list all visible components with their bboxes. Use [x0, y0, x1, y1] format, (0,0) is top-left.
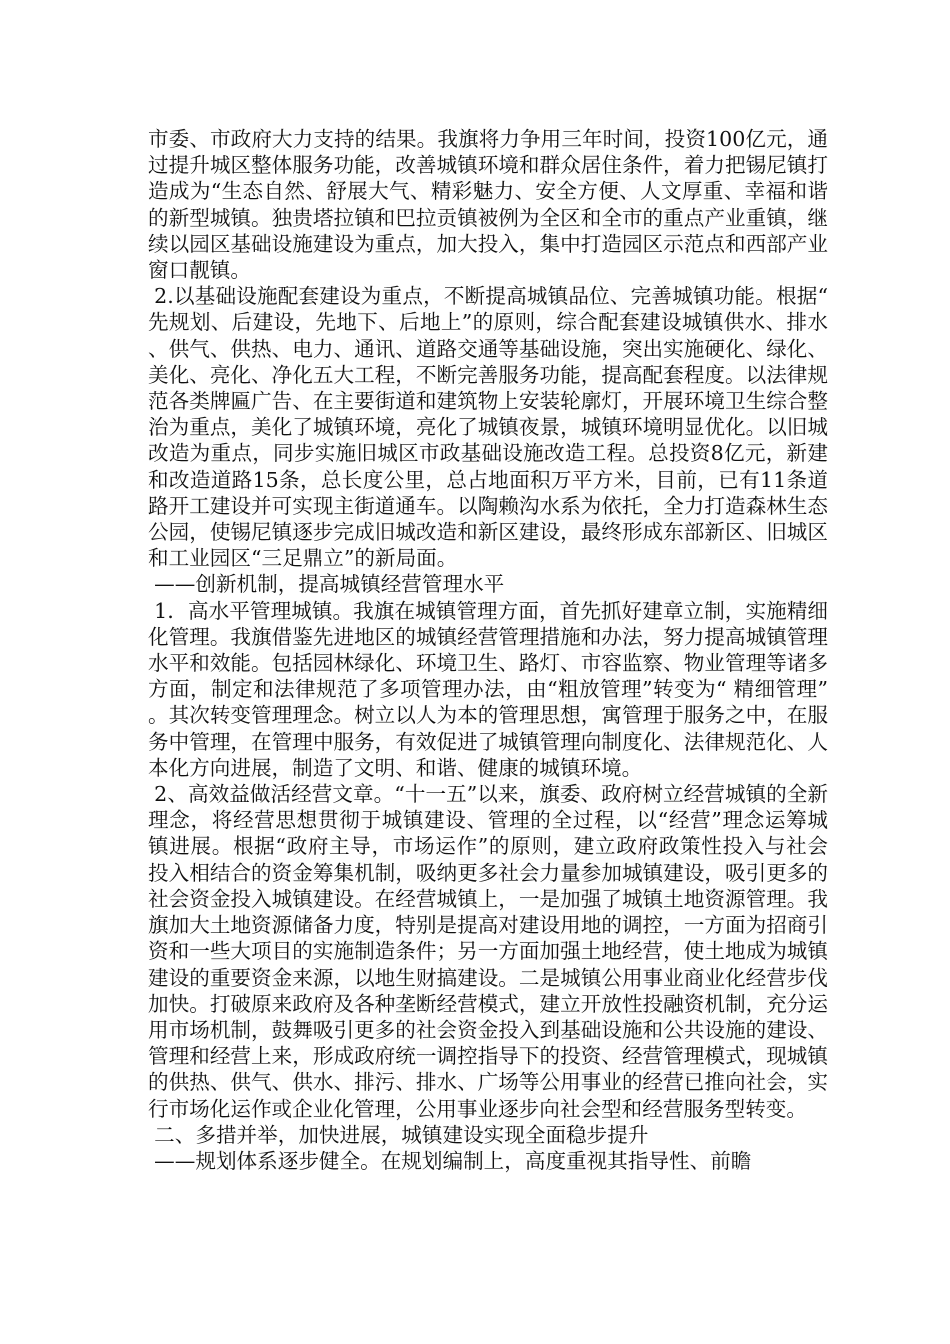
- paragraph-intro: 市委、市政府大力支持的结果。我旗将力争用三年时间，投资100亿元，通过提升城区整体服务功能，改善城镇环境和群众居住条件，着力把锡尼镇打造成为“生态自然、舒展大气、精彩魅力、安全方便、人文厚重、幸福和谐的新型城镇。独贵塔拉镇和巴拉贡镇被例为全区和全市的重点产业重镇，继续以园区基础设施建设为重点，加大投入，集中打造园区示范点和西部产业窗口靓镇。: [148, 127, 828, 283]
- section-heading-measures: 二、多措并举，加快进展，城镇建设实现全面稳步提升: [154, 1122, 649, 1147]
- paragraph-operation: 2、高效益做活经营文章。“十一五”以来，旗委、政府树立经营城镇的全新理念，将经营思想贯彻于城镇建设、管理的全过程，以“经营”理念运筹城镇进展。根据“政府主导，市场运作”的原则，建立政府政策性投入与社会投入相结合的资金筹集机制，吸纳更多社会力量参加城镇建设，吸引更多的社会资金投入城镇建设。在经营城镇上，一是加强了城镇土地资源管理。我旗加大土地资源储备力度，特别是提高对建设用地的调控，一方面为招商引资和一些大项目的实施制造条件；另一方面加强土地经营，使土地成为城镇建设的重要资金来源，以地生财搞建设。二是城镇公用事业商业化经营步伐加快。打破原来政府及各种垄断经营模式，建立开放性投融资机制，充分运用市场机制，鼓舞吸引更多的社会资金投入到基础设施和公共设施的建设、管理和经营上来，形成政府统一调控指导下的投资、经营管理模式，现城镇的供热、供气、供水、排污、排水、广场等公用事业的经营已推向社会，实行市场化运作或企业化管理，公用事业逐步向社会型和经营服务型转变。: [148, 782, 828, 1121]
- section-heading-innovation: ——创新机制，提高城镇经营管理水平: [154, 572, 505, 597]
- paragraph-management: 1．高水平管理城镇。我旗在城镇管理方面，首先抓好建章立制，实施精细化管理。我旗借鉴先进地区的城镇经营管理措施和办法，努力提高城镇管理水平和效能。包括园林绿化、环境卫生、路灯、市容监察、物业管理等诸多方面，制定和法律规范了多项管理办法，由“粗放管理”转变为“ 精细管理”。其次转变管理理念。树立以人为本的管理思想，寓管理于服务之中，在服务中管理，在管理中服务，有效促进了城镇管理向制度化、法律规范化、人本化方向进展，制造了文明、和谐、健康的城镇环境。: [148, 598, 828, 780]
- document-page: [148, 126, 828, 1174]
- paragraph-planning: ——规划体系逐步健全。在规划编制上，高度重视其指导性、前瞻: [154, 1148, 752, 1173]
- paragraph-infrastructure: 2.以基础设施配套建设为重点，不断提高城镇品位、完善城镇功能。根据“先规划、后建设，先地下、后地上”的原则，综合配套建设城镇供水、排水、供气、供热、电力、通讯、道路交通等基础设施，突出实施硬化、绿化、美化、亮化、净化五大工程，不断完善服务功能，提高配套程度。以法律规范各类牌匾广告、在主要街道和建筑物上安装轮廓灯，开展环境卫生综合整治为重点，美化了城镇环境，亮化了城镇夜景，城镇环境明显优化。以旧城改造为重点，同步实施旧城区市政基础设施改造工程。总投资8亿元，新建和改造道路15条，总长度公里，总占地面积万平方米，目前，已有11条道路开工建设并可实现主街道通车。以陶赖沟水系为依托，全力打造森林生态公园，使锡尼镇逐步完成旧城改造和新区建设，最终形成东部新区、旧城区和工业园区“三足鼎立”的新局面。: [148, 284, 829, 571]
